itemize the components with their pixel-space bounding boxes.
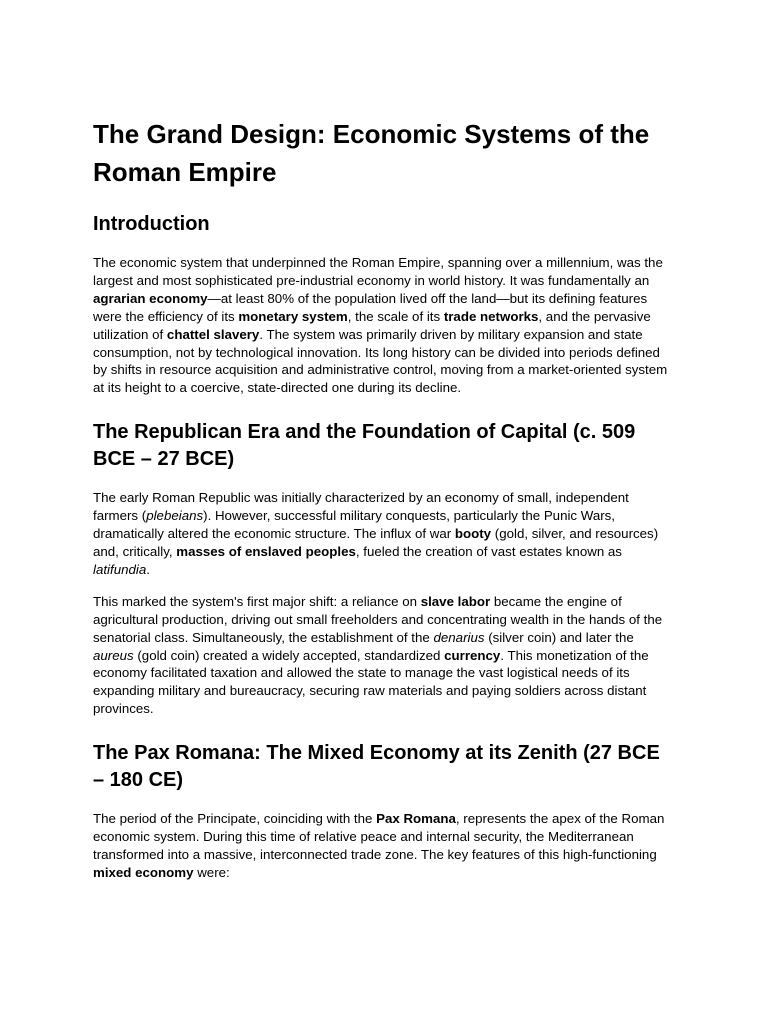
paragraph: This marked the system's first major shift: a reliance on slave labor became the engine of agricultural production, driving out small freeholders and concentrating wealth in the hands of the senatorial class. Simultaneously, the establishment of the denarius (silver coin) and later the aureus (gold coin) created a widely accepted, standardized currency. This monetization of the economy facilitated taxation and allowed the state to manage the vast logistical needs of its expanding military and bureaucracy, securing raw materials and paying soldiers across distant provinces. bbox=[93, 593, 663, 717]
bold-text: currency bbox=[444, 647, 501, 663]
paragraph: The early Roman Republic was initially characterized by an economy of small, independent farmers (plebeians). However, successful military conquests, particularly the Punic Wars, dramatically altered the economic structure. The influx of war booty (gold, silver, and resources) and, critically, masses of enslaved peoples, fueled the creation of vast estates known as latifundia. bbox=[93, 490, 659, 577]
bold-text: chattel slavery bbox=[166, 326, 260, 342]
italic-text: latifundia bbox=[93, 561, 147, 577]
bold-text: booty bbox=[454, 526, 492, 542]
document-body bbox=[93, 211, 675, 882]
section-heading: The Republican Era and the Foundation of Capital (c. 509 BCE – 27 BCE) bbox=[93, 421, 636, 471]
bold-text: mixed economy bbox=[93, 864, 194, 880]
bold-text: agrarian economy bbox=[93, 290, 208, 306]
section bbox=[93, 211, 675, 397]
section bbox=[93, 419, 675, 718]
bold-text: masses of enslaved peoples bbox=[176, 543, 356, 559]
section-heading: The Pax Romana: The Mixed Economy at its Zenith (27 BCE – 180 CE) bbox=[93, 742, 660, 792]
italic-text: plebeians bbox=[146, 508, 204, 524]
bold-text: trade networks bbox=[443, 308, 539, 324]
paragraph: The period of the Principate, coinciding with the Pax Romana, represents the apex of the Roman economic system. During this time of relative peace and internal security, the Mediterranean transformed into a massive, interconnected trade zone. The key features of this high-functioning mixed economy were: bbox=[93, 811, 665, 880]
bold-text: monetary system bbox=[238, 308, 348, 324]
document-title: The Grand Design: Economic Systems of the Roman Empire bbox=[93, 119, 650, 187]
italic-text: denarius bbox=[433, 629, 485, 645]
section bbox=[93, 740, 675, 882]
bold-text: slave labor bbox=[420, 593, 491, 609]
italic-text: aureus bbox=[93, 647, 134, 663]
paragraph: The economic system that underpinned the Roman Empire, spanning over a millennium, was the largest and most sophisticated pre-industrial economy in world history. It was fundamentally an agrarian economy—at least 80% of the population lived off the land—but its defining features were the efficiency of its monetary system, the scale of its trade networks, and the pervasive utilization of chattel slavery. The system was primarily driven by military expansion and state consumption, not by technological innovation. Its long history can be divided into periods defined by shifts in resource acquisition and administrative control, moving from a market-oriented system at its height to a coercive, state-directed one during its decline. bbox=[93, 255, 668, 396]
section-heading: Introduction bbox=[93, 213, 210, 235]
bold-text: Pax Romana bbox=[376, 811, 456, 827]
